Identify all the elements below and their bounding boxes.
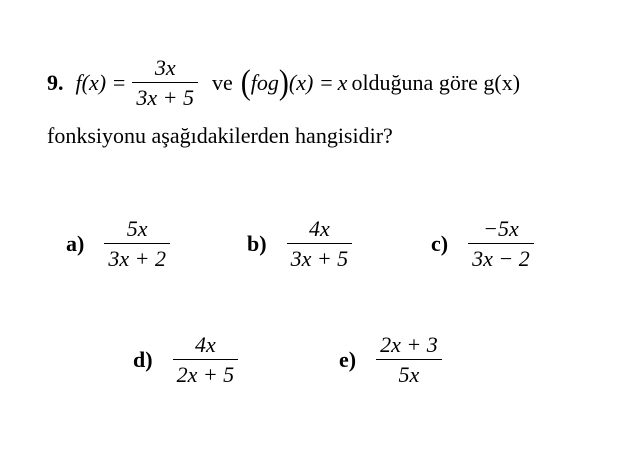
- fog-result: x: [337, 70, 348, 95]
- option-c[interactable]: [431, 218, 540, 270]
- option-a-numerator: 5x: [126, 216, 148, 241]
- option-a[interactable]: [66, 218, 176, 270]
- function-f-argument: (x) =: [81, 70, 127, 95]
- question-number: 9.: [47, 70, 64, 95]
- option-a-fraction: [104, 218, 170, 270]
- option-e-label: e): [339, 347, 357, 372]
- option-d-denominator: 2x + 5: [176, 362, 235, 387]
- fog-open-paren: (: [240, 63, 251, 102]
- option-e-fraction: [376, 334, 442, 386]
- function-f-name: f: [75, 70, 82, 95]
- fog-composition: fog: [250, 70, 279, 95]
- fog-close-paren: ): [278, 63, 289, 102]
- option-d[interactable]: [133, 334, 244, 386]
- option-c-fraction: [468, 218, 534, 270]
- option-e-numerator: 2x + 3: [380, 332, 438, 357]
- f-fraction: [132, 57, 198, 109]
- option-b-fraction: [287, 218, 353, 270]
- option-d-label: d): [133, 347, 153, 372]
- option-e-denominator: 5x: [398, 362, 420, 387]
- option-b-label: b): [247, 231, 267, 256]
- fog-argument: (x) =: [288, 70, 334, 95]
- f-denominator: 3x + 5: [136, 85, 195, 110]
- option-a-label: a): [66, 231, 85, 256]
- option-d-fraction: [173, 334, 239, 386]
- question-line-1: [47, 52, 520, 114]
- option-b-numerator: 4x: [308, 216, 330, 241]
- question-line-2: fonksiyonu aşağıdakilerden hangisidir?: [47, 123, 393, 148]
- option-c-denominator: 3x − 2: [472, 246, 530, 271]
- option-b[interactable]: [247, 218, 358, 270]
- option-d-numerator: 4x: [194, 332, 216, 357]
- option-b-denominator: 3x + 5: [290, 246, 349, 271]
- conjunction-ve: ve: [212, 70, 233, 95]
- option-a-denominator: 3x + 2: [108, 246, 166, 271]
- option-c-numerator: −5x: [483, 216, 519, 241]
- option-e[interactable]: [339, 334, 448, 386]
- question-tail: olduğuna göre g(x): [351, 70, 521, 95]
- option-c-label: c): [431, 231, 449, 256]
- f-numerator: 3x: [154, 55, 176, 80]
